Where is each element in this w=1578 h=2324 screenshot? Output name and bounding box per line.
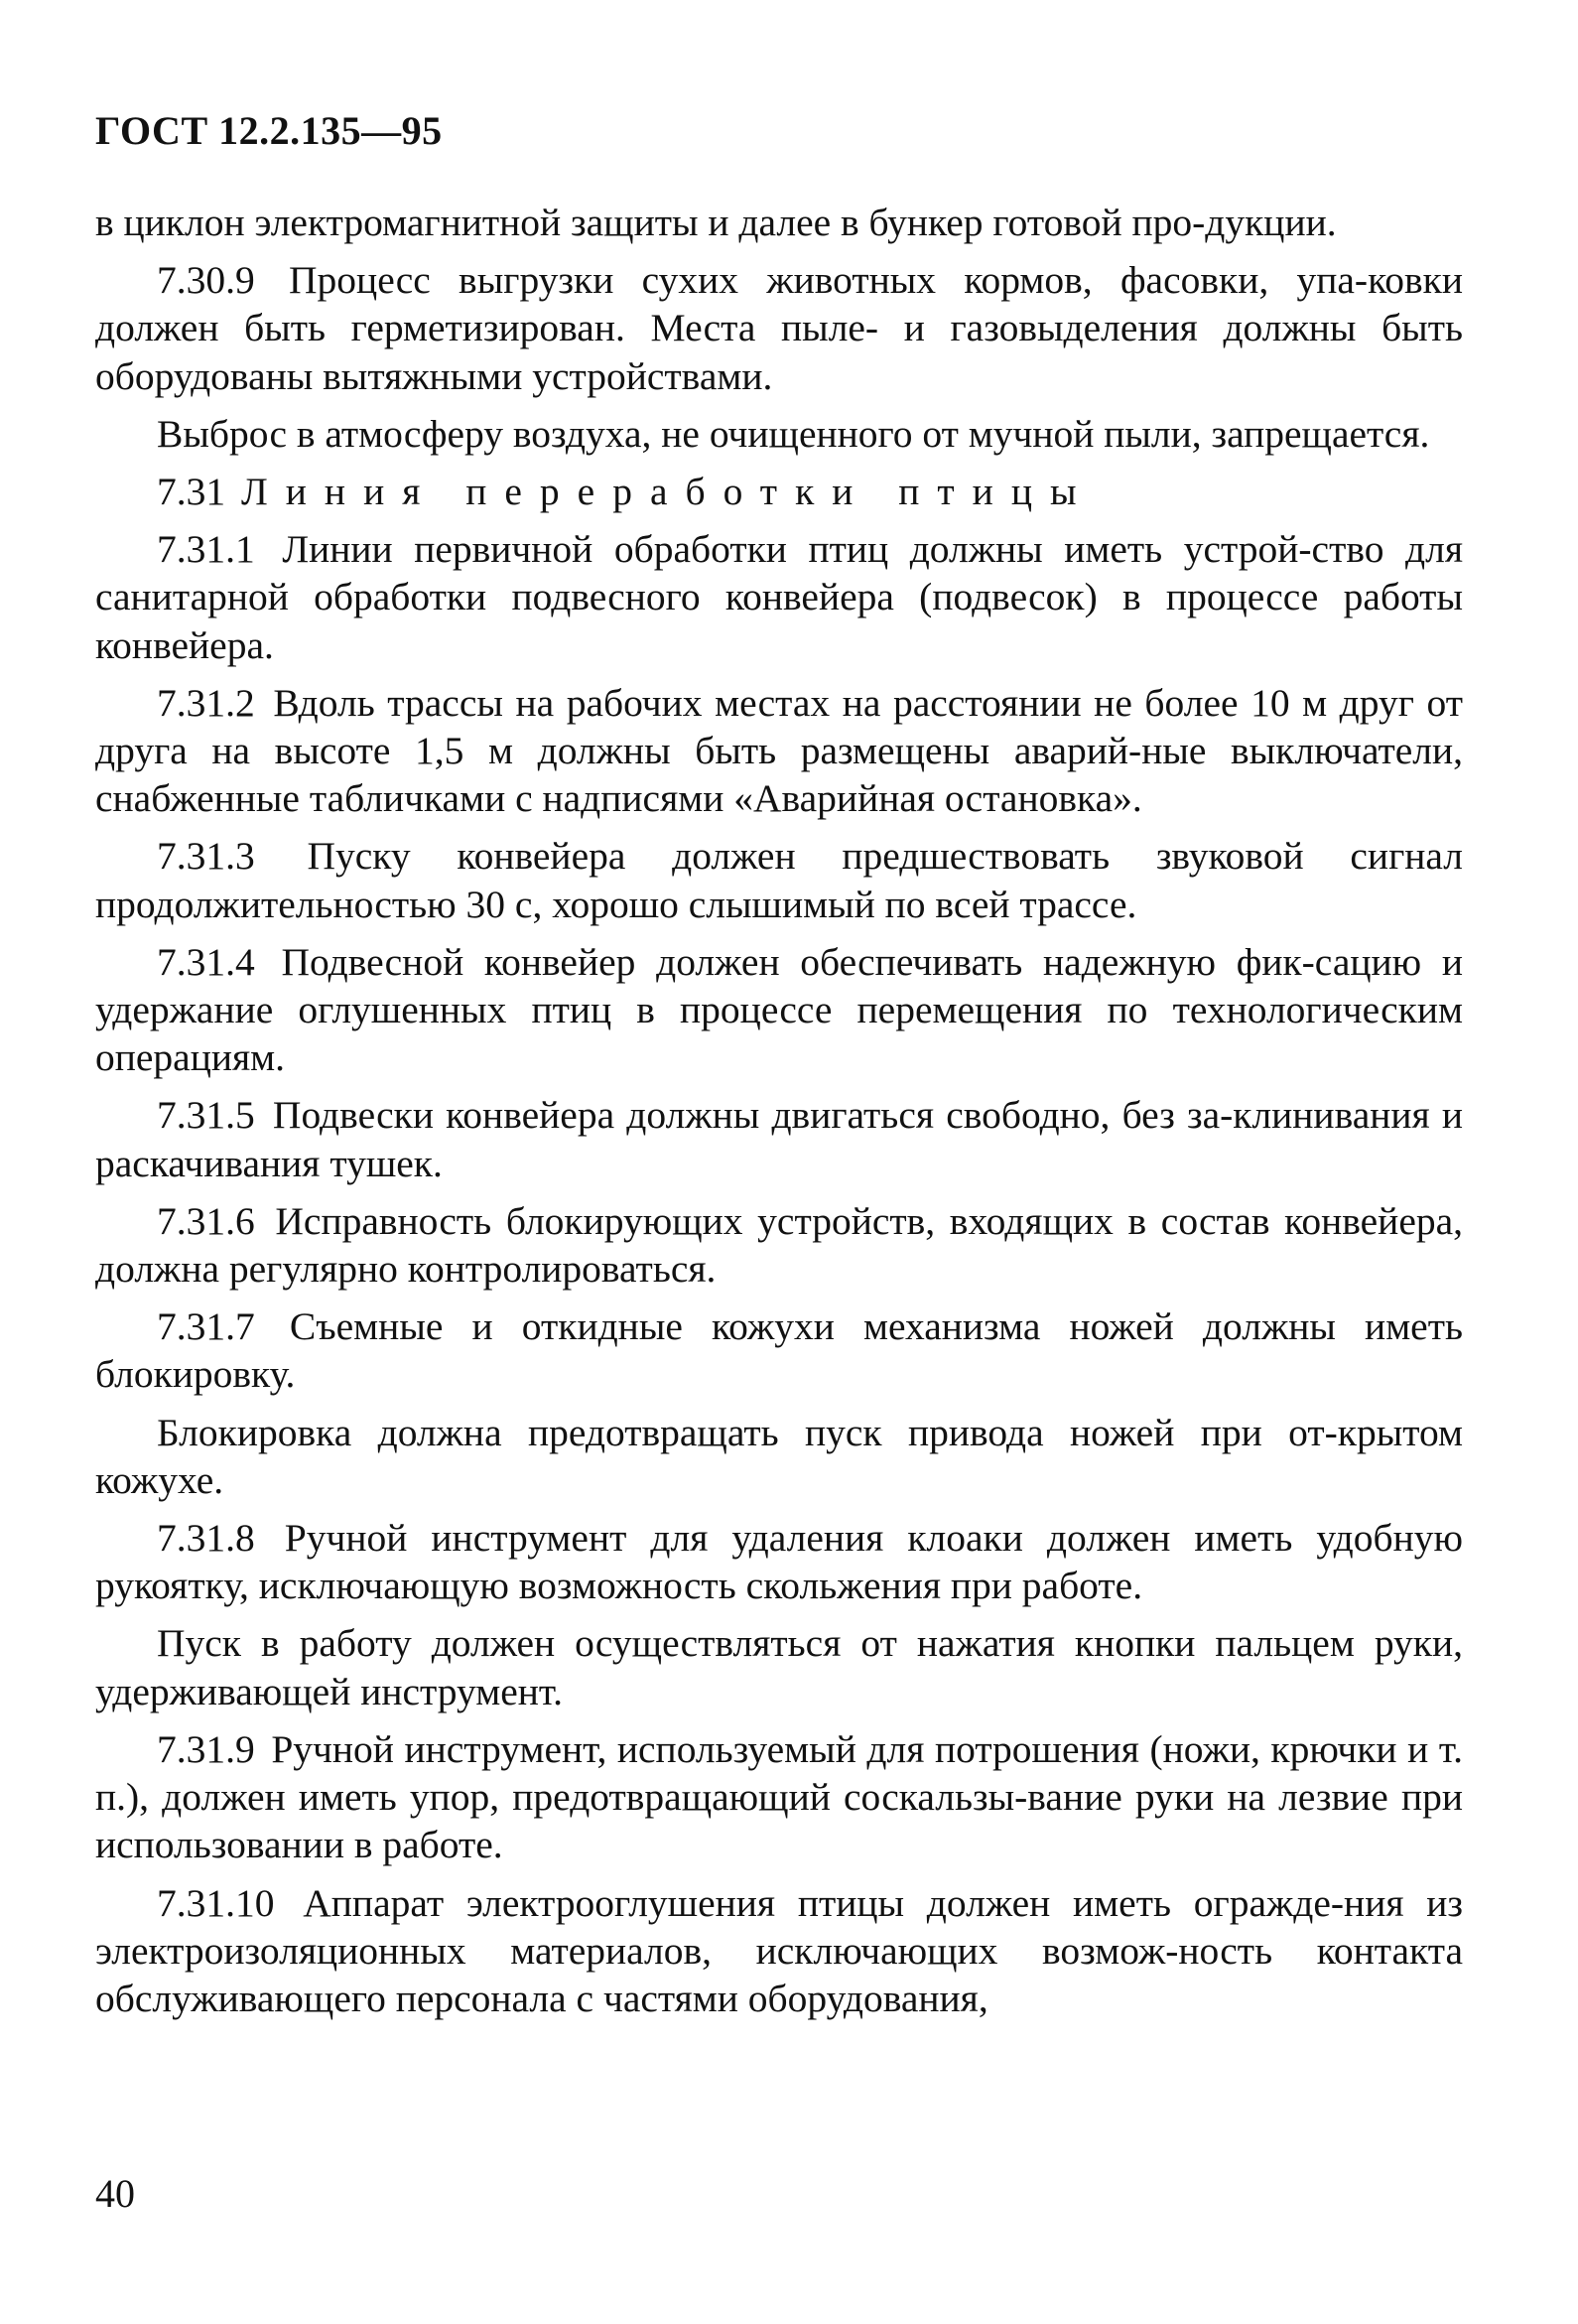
paragraph-7-31-8: 7.31.8 Ручной инструмент для удаления клоаки должен иметь удобную рукоятку, исключающую возможность скольжения при работе. [95, 1516, 1463, 1608]
paragraph-7-31-10: 7.31.10 Аппарат электрооглушения птицы должен иметь огражде-ния из электроизоляционных материалов, исключающих возмож-ность контакта обслуживающего персонала с частями оборудования, [95, 1880, 1463, 2020]
clause-number: 7.31.8 [157, 1516, 255, 1561]
paragraph-7-31-4: 7.31.4 Подвесной конвейер должен обеспечивать надежную фик-сацию и удержание оглушенных птиц в процессе перемещения по технологическим операциям. [95, 939, 1463, 1080]
document-header: ГОСТ 12.2.135—95 [95, 108, 443, 153]
section-heading-7-31 [95, 468, 1463, 515]
paragraph-7-31-3: 7.31.3 Пуску конвейера должен предшествовать звуковой сигнал продолжительностью 30 с, хорошо слышимый по всей трассе. [95, 834, 1464, 926]
paragraph-7-31-6: 7.31.6 Исправность блокирующих устройств, входящих в состав конвейера, должна регулярно контролироваться. [95, 1198, 1464, 1292]
paragraph-emission: Выброс в атмосферу воздуха, не очищенного от мучной пыли, запрещается. [157, 411, 1430, 456]
paragraph-7-31-1: 7.31.1 Линии первичной обработки птиц должны иметь устрой-ство для санитарной обработки подвесного конвейера (подвесок) в процессе работы конвейера. [95, 527, 1464, 667]
paragraph-7-31-5: 7.31.5 Подвески конвейера должны двигаться свободно, без за-клинивания и раскачивания тушек. [95, 1093, 1463, 1185]
paragraph-7-31-9: 7.31.9 Ручной инструмент, используемый для потрошения (ножи, крючки и т. п.), должен иметь упор, предотвращающий соскальзы-вание руки на лезвие при использовании в работе. [95, 1726, 1463, 1867]
clause-number: 7.31.10 [157, 1880, 275, 1925]
clause-number: 7.31.9 [157, 1726, 255, 1771]
clause-number: 7.30.9 [157, 258, 255, 303]
clause-number: 7.31.1 [157, 527, 255, 572]
page-number: 40 [95, 2171, 135, 2216]
clause-number: 7.31.2 [157, 680, 255, 725]
document-body [95, 199, 1463, 2032]
clause-number: 7.31.4 [157, 939, 255, 984]
paragraph-7-31-7: 7.31.7 Съемные и откидные кожухи механизма ножей должны иметь блокировку. [95, 1304, 1463, 1397]
section-title: Линия переработки птицы [241, 470, 1095, 514]
paragraph-blocking: Блокировка должна предотвращать пуск привода ножей при от-крытом кожухе. [95, 1410, 1463, 1502]
clause-number: 7.31.7 [157, 1304, 255, 1349]
clause-number: 7.31.5 [157, 1093, 255, 1138]
clause-number: 7.31 [157, 470, 226, 514]
paragraph-7-31-2: 7.31.2 Вдоль трассы на рабочих местах на расстоянии не более 10 м друг от друга на высоте 1,5 м должны быть размещены аварий-ные выключатели, снабженные табличками с надписями «Аварийная остановка». [95, 680, 1463, 821]
paragraph-start-button: Пуск в работу должен осуществляться от нажатия кнопки пальцем руки, удерживающей инструмент. [95, 1621, 1463, 1713]
clause-number: 7.31.3 [157, 834, 255, 879]
paragraph-continuation: в циклон электромагнитной защиты и далее в бункер готовой про-дукции. [95, 201, 1337, 244]
clause-number: 7.31.6 [157, 1198, 255, 1243]
paragraph-7-30-9: 7.30.9 Процесс выгрузки сухих животных кормов, фасовки, упа-ковки должен быть герметизирован. Места пыле- и газовыделения должны быть оборудованы вытяжными устройствами. [95, 258, 1463, 398]
